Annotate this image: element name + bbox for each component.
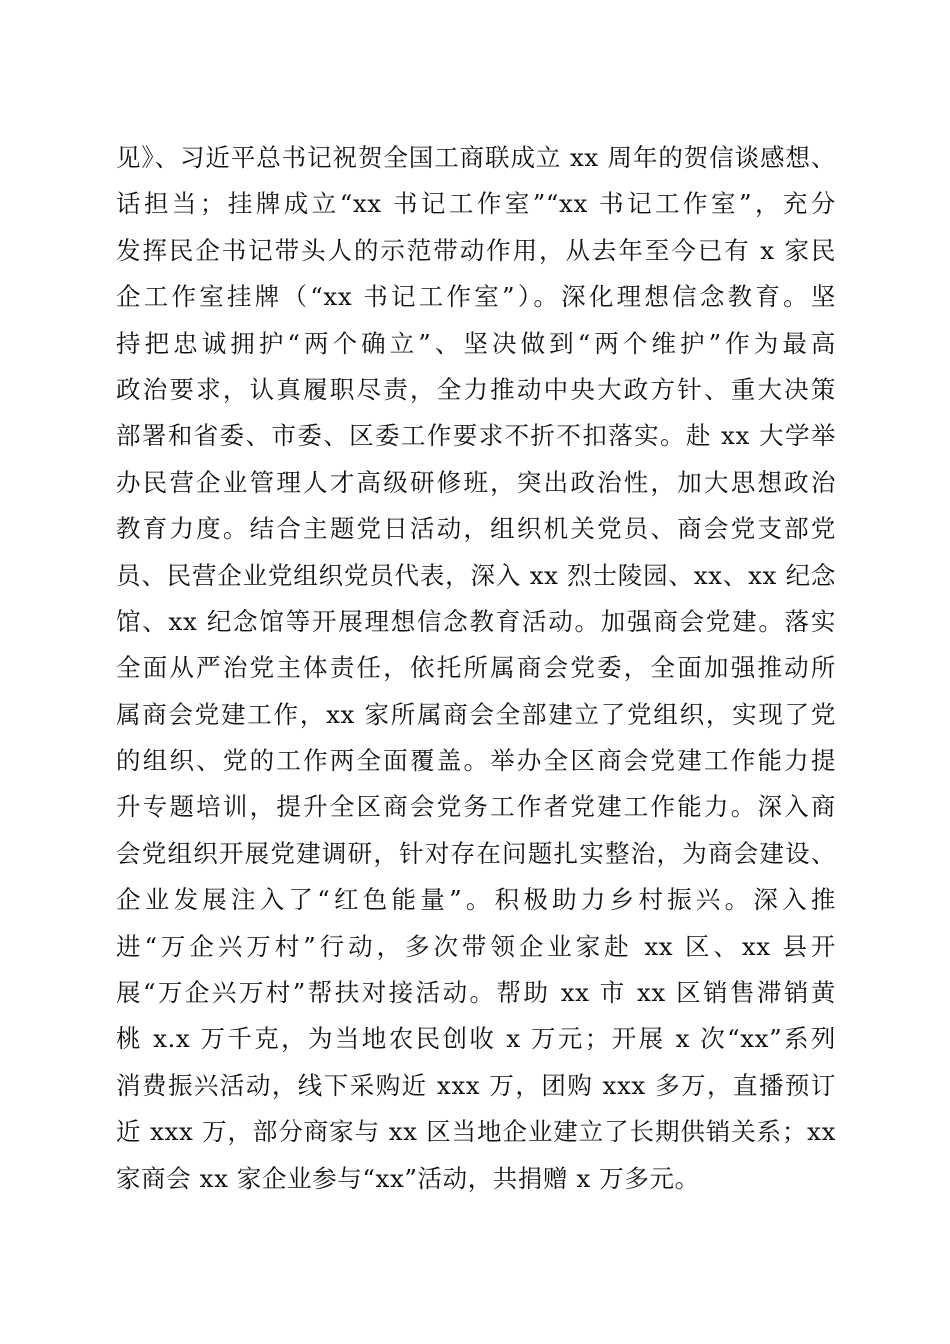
text-line: 见》、习近平总书记祝贺全国工商联成立 xx 周年的贺信谈感想、 — [116, 143, 836, 172]
text-line: 部署和省委、市委、区委工作要求不折不扣落实。赴 xx 大学举 — [116, 421, 836, 451]
text-line: 消费振兴活动，线下采购近 xxx 万，团购 xxx 多万，直播预订 — [116, 1070, 836, 1100]
text-line: 办民营企业管理人才高级研修班，突出政治性，加大思想政治 — [116, 467, 836, 497]
text-line: 教育力度。结合主题党日活动，组织机关党员、商会党支部党 — [116, 514, 836, 544]
text-line: 发挥民企书记带头人的示范带动作用，从去年至今已有 x 家民 — [116, 235, 836, 265]
text-line: 升专题培训，提升全区商会党务工作者党建工作能力。深入商 — [116, 792, 836, 822]
text-line: 属商会党建工作，xx 家所属商会全部建立了党组织，实现了党 — [116, 699, 836, 729]
text-line: 的组织、党的工作两全面覆盖。举办全区商会党建工作能力提 — [116, 746, 836, 776]
text-line: 话担当；挂牌成立“xx 书记工作室”“xx 书记工作室”，充分 — [116, 189, 836, 219]
text-line-last: 家商会 xx 家企业参与“xx”活动，共捐赠 x 万多元。 — [116, 1163, 700, 1193]
text-line: 持把忠诚拥护“两个确立”、坚决做到“两个维护”作为最高 — [116, 328, 836, 358]
text-line: 全面从严治党主体责任，依托所属商会党委，全面加强推动所 — [116, 653, 836, 683]
text-line: 会党组织开展党建调研，针对存在问题扎实整治，为商会建设、 — [116, 838, 836, 868]
text-line: 政治要求，认真履职尽责，全力推动中央大政方针、重大决策 — [116, 374, 836, 404]
text-line: 展“万企兴万村”帮扶对接活动。帮助 xx 市 xx 区销售滞销黄 — [116, 978, 836, 1008]
text-line: 桃 x.x 万千克，为当地农民创收 x 万元；开展 x 次“xx”系列 — [116, 1024, 836, 1054]
text-line: 进“万企兴万村”行动，多次带领企业家赴 xx 区、xx 县开 — [116, 931, 836, 961]
text-line: 企工作室挂牌（“xx 书记工作室”）。深化理想信念教育。坚 — [116, 282, 836, 312]
text-line: 企业发展注入了“红色能量”。积极助力乡村振兴。深入推 — [116, 885, 836, 915]
text-line: 员、民营企业党组织党员代表，深入 xx 烈士陵园、xx、xx 纪念 — [116, 560, 836, 590]
text-line: 馆、xx 纪念馆等开展理想信念教育活动。加强商会党建。落实 — [116, 606, 836, 636]
body-paragraph — [116, 135, 836, 1202]
text-line: 近 xxx 万，部分商家与 xx 区当地企业建立了长期供销关系；xx — [116, 1117, 836, 1147]
